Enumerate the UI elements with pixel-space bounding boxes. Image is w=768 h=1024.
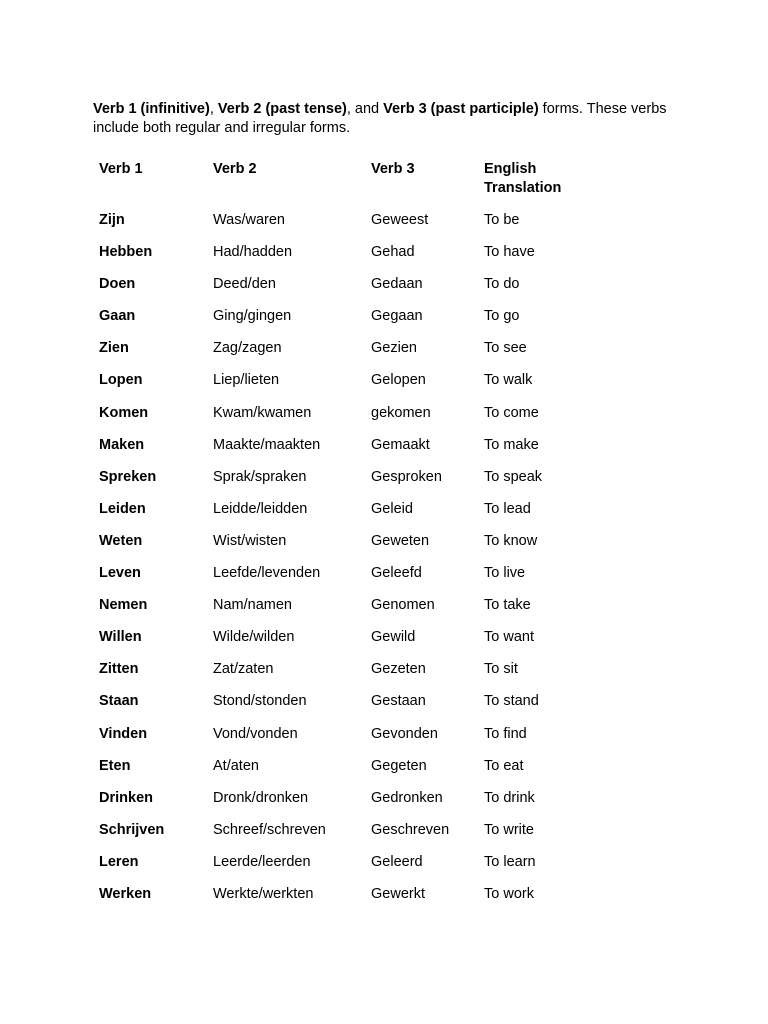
cell-verb1: Nemen <box>99 597 148 614</box>
cell-verb3: Gesproken <box>371 468 442 485</box>
cell-verb1: Zien <box>99 340 129 357</box>
cell-english-translation: To know <box>484 532 538 549</box>
cell-verb1: Gaan <box>99 308 136 325</box>
cell-english-translation: To learn <box>484 853 536 870</box>
cell-verb1: Leren <box>99 853 139 870</box>
intro-separator-1: , <box>209 101 218 117</box>
cell-english-translation: To have <box>484 244 535 261</box>
cell-verb2: Vond/vonden <box>213 725 298 742</box>
cell-verb2: Leidde/leidden <box>213 500 308 517</box>
cell-verb3: Geweest <box>371 212 429 228</box>
cell-english-translation: To come <box>484 404 539 421</box>
table-row <box>92 757 604 789</box>
header-english-translation: English Translation <box>484 161 562 196</box>
table-row <box>92 596 604 628</box>
cell-verb3: Gedaan <box>371 276 423 293</box>
cell-verb2: At/aten <box>213 757 259 774</box>
cell-english-translation: To take <box>484 597 531 614</box>
cell-verb2: Schreef/schreven <box>213 821 326 838</box>
cell-verb2: Liep/lieten <box>213 372 280 389</box>
cell-verb2: Zag/zagen <box>213 340 282 357</box>
table-row <box>92 500 604 532</box>
cell-english-translation: To go <box>484 308 520 325</box>
cell-english-translation: To make <box>484 436 539 453</box>
table-row <box>92 307 604 339</box>
verb-table-header <box>92 156 604 211</box>
intro-verb2-label: Verb 2 (past tense) <box>217 101 347 117</box>
cell-verb3: Gemaakt <box>371 436 430 453</box>
cell-verb2: Leefde/levenden <box>213 565 321 582</box>
cell-english-translation: To do <box>484 276 520 293</box>
cell-verb1: Zitten <box>99 661 139 678</box>
table-row <box>92 275 604 307</box>
intro-verb3-label: Verb 3 (past participle) <box>383 101 539 117</box>
header-verb2: Verb 2 <box>213 161 257 177</box>
cell-english-translation: To see <box>484 340 527 357</box>
cell-verb3: Gevonden <box>371 725 438 742</box>
table-row <box>92 789 604 821</box>
cell-verb2: Had/hadden <box>213 244 293 261</box>
cell-verb1: Willen <box>99 629 142 646</box>
cell-verb3: Geleefd <box>371 565 422 582</box>
cell-verb2: Wist/wisten <box>213 532 287 549</box>
cell-verb3: gekomen <box>371 404 431 421</box>
cell-verb2: Maakte/maakten <box>213 436 321 453</box>
cell-english-translation: To drink <box>484 789 535 806</box>
table-row <box>92 243 604 275</box>
cell-verb1: Eten <box>99 757 131 774</box>
cell-english-translation: To eat <box>484 757 524 774</box>
cell-verb3: Gelopen <box>371 372 426 389</box>
header-verb3: Verb 3 <box>371 161 415 177</box>
cell-verb3: Geweten <box>371 532 430 549</box>
table-row <box>92 660 604 692</box>
cell-verb2: Was/waren <box>213 212 285 228</box>
table-row <box>92 436 604 468</box>
cell-verb3: Gegaan <box>371 308 423 325</box>
cell-verb2: Kwam/kwamen <box>213 404 312 421</box>
cell-verb3: Gedronken <box>371 789 443 806</box>
cell-verb1: Werken <box>99 885 152 902</box>
cell-verb2: Ging/gingen <box>213 308 292 325</box>
cell-verb1: Maken <box>99 436 145 453</box>
cell-verb1: Vinden <box>99 725 148 742</box>
cell-english-translation: To find <box>484 725 527 742</box>
cell-verb2: Sprak/spraken <box>213 468 307 485</box>
cell-verb3: Gestaan <box>371 693 426 710</box>
header-row <box>92 156 604 211</box>
table-row <box>92 339 604 371</box>
cell-english-translation: To work <box>484 885 534 902</box>
cell-verb3: Gehad <box>371 244 415 261</box>
table-row <box>92 564 604 596</box>
cell-verb1: Schrijven <box>99 821 165 838</box>
cell-verb1: Hebben <box>99 244 153 261</box>
table-row <box>92 468 604 500</box>
cell-verb2: Nam/namen <box>213 597 292 614</box>
cell-verb3: Gezeten <box>371 661 426 678</box>
cell-verb3: Genomen <box>371 597 435 614</box>
cell-verb2: Stond/stonden <box>213 693 307 710</box>
table-row <box>92 371 604 403</box>
intro-verb1-label: Verb 1 (infinitive) <box>93 101 210 117</box>
cell-verb1: Spreken <box>99 468 157 485</box>
table-row <box>92 532 604 564</box>
cell-verb2: Leerde/leerden <box>213 853 311 870</box>
table-row <box>92 821 604 853</box>
cell-verb3: Gewild <box>371 629 416 646</box>
table-row <box>92 211 604 243</box>
cell-verb2: Werkte/werkten <box>213 885 314 902</box>
cell-english-translation: To sit <box>484 661 518 678</box>
verb-table-body <box>92 211 604 917</box>
cell-english-translation: To write <box>484 821 534 838</box>
table-row <box>92 853 604 885</box>
cell-english-translation: To walk <box>484 372 533 389</box>
intro-paragraph <box>93 100 693 138</box>
header-verb1: Verb 1 <box>99 161 143 177</box>
cell-english-translation: To lead <box>484 500 531 517</box>
table-row <box>92 628 604 660</box>
cell-verb1: Drinken <box>99 789 153 806</box>
cell-verb1: Komen <box>99 404 149 421</box>
cell-verb2: Deed/den <box>213 276 276 293</box>
cell-verb2: Zat/zaten <box>213 661 274 678</box>
cell-verb1: Staan <box>99 693 139 710</box>
cell-verb3: Gegeten <box>371 757 427 774</box>
cell-verb1: Weten <box>99 532 143 549</box>
cell-english-translation: To want <box>484 629 534 646</box>
cell-verb1: Lopen <box>99 372 143 389</box>
cell-verb3: Geleid <box>371 500 413 517</box>
cell-english-translation: To be <box>484 212 520 228</box>
table-row <box>92 885 604 917</box>
intro-tail: forms. These verbs include both regular and irregular forms. <box>93 101 667 136</box>
cell-verb3: Gezien <box>371 340 417 357</box>
intro-separator-2: , and <box>346 101 384 117</box>
verb-table <box>92 156 604 917</box>
cell-verb1: Zijn <box>99 212 125 228</box>
cell-verb3: Geleerd <box>371 853 423 870</box>
cell-verb3: Gewerkt <box>371 885 425 902</box>
cell-verb1: Leven <box>99 565 141 582</box>
table-row <box>92 692 604 724</box>
cell-verb2: Wilde/wilden <box>213 629 295 646</box>
cell-verb1: Leiden <box>99 500 146 517</box>
cell-english-translation: To live <box>484 565 526 582</box>
cell-verb3: Geschreven <box>371 821 450 838</box>
table-row <box>92 404 604 436</box>
cell-verb2: Dronk/dronken <box>213 789 309 806</box>
cell-english-translation: To speak <box>484 468 543 485</box>
cell-english-translation: To stand <box>484 693 539 710</box>
table-row <box>92 725 604 757</box>
cell-verb1: Doen <box>99 276 136 293</box>
